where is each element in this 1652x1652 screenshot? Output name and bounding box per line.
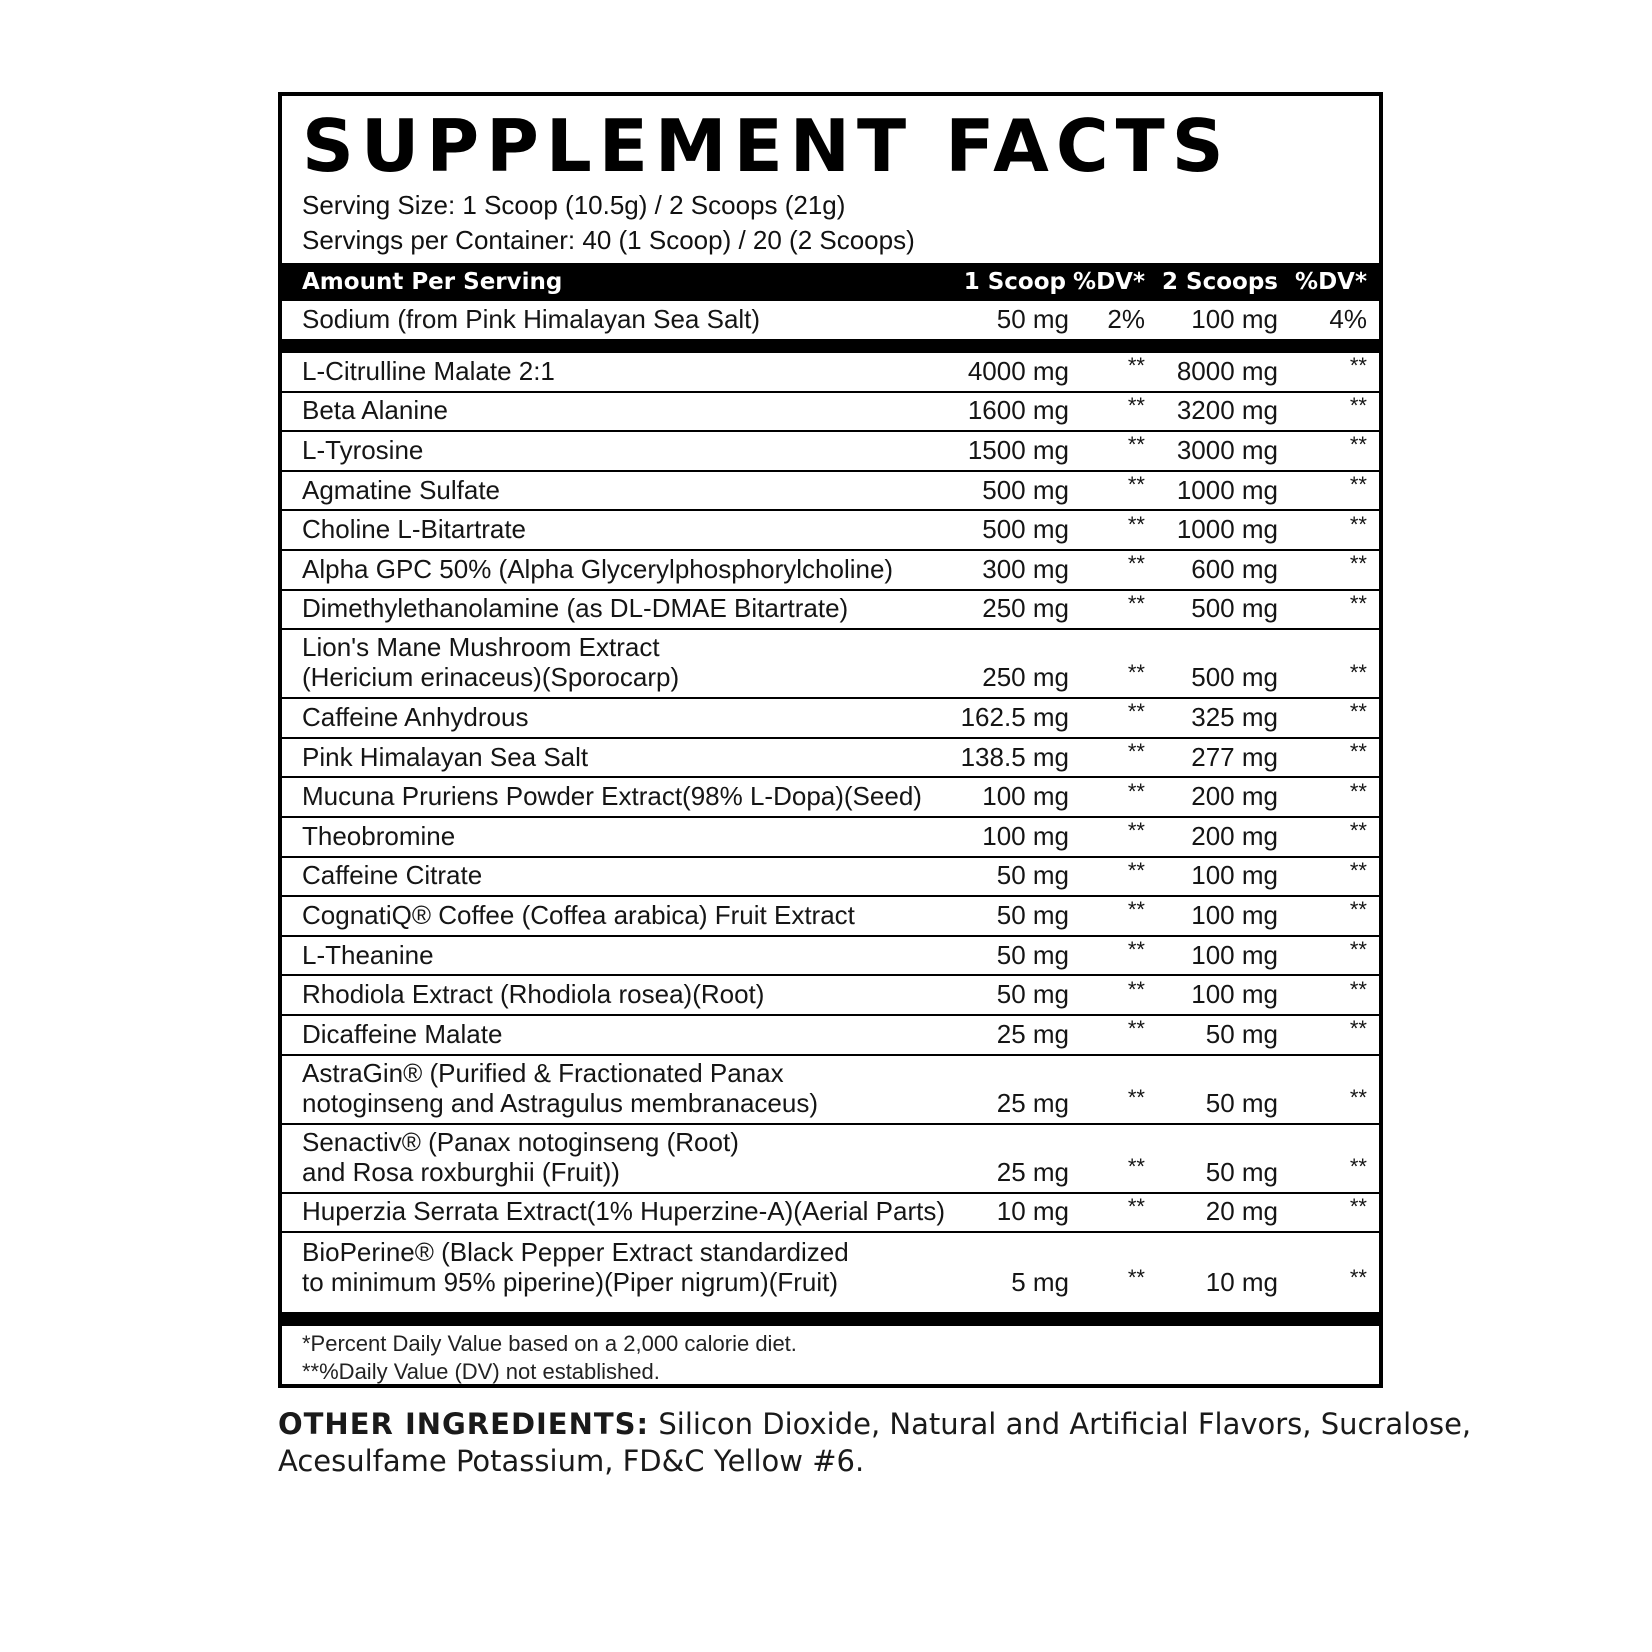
- ingredient-dv-1: **: [1127, 739, 1145, 765]
- thick-divider-top: [282, 339, 1379, 353]
- ingredient-amount-2-scoops: 20 mg: [1205, 1196, 1278, 1227]
- header-dv-1: %DV*: [1073, 269, 1145, 295]
- ingredient-row: [282, 551, 1379, 591]
- ingredient-name: [302, 980, 764, 1010]
- ingredient-row: [282, 353, 1379, 393]
- ingredient-name: [302, 396, 448, 426]
- ingredient-dv-2: **: [1349, 1016, 1367, 1042]
- sodium-name: Sodium (from Pink Himalayan Sea Salt): [302, 304, 761, 335]
- ingredient-dv-2: **: [1349, 472, 1367, 498]
- sodium-dv-2: 4%: [1329, 304, 1367, 335]
- ingredient-name-line1: L-Citrulline Malate 2:1: [302, 355, 555, 386]
- ingredient-dv-1: **: [1127, 818, 1145, 844]
- ingredient-amount-1-scoop: 50 mg: [996, 979, 1069, 1010]
- ingredient-row: [282, 1056, 1379, 1125]
- panel-title: SUPPLEMENT FACTS: [302, 104, 1231, 188]
- ingredient-name: [302, 1128, 739, 1188]
- ingredient-row: [282, 739, 1379, 779]
- ingredient-dv-2: **: [1349, 818, 1367, 844]
- ingredient-dv-1: **: [1127, 353, 1145, 379]
- ingredient-dv-1: **: [1127, 937, 1145, 963]
- ingredient-amount-2-scoops: 277 mg: [1191, 741, 1278, 772]
- ingredient-name-line1: L-Theanine: [302, 939, 434, 970]
- ingredient-dv-1: **: [1127, 472, 1145, 498]
- ingredient-amount-1-scoop: 25 mg: [996, 1087, 1069, 1118]
- sodium-row: [282, 301, 1379, 339]
- ingredient-dv-2: **: [1349, 857, 1367, 883]
- ingredient-amount-2-scoops: 50 mg: [1205, 1087, 1278, 1118]
- ingredient-name: [302, 703, 528, 733]
- ingredient-amount-1-scoop: 250 mg: [982, 593, 1069, 624]
- ingredient-amount-2-scoops: 3200 mg: [1176, 395, 1278, 426]
- table-header-bar: [282, 263, 1379, 301]
- ingredient-row: [282, 630, 1379, 699]
- ingredient-amount-1-scoop: 500 mg: [982, 514, 1069, 545]
- header-1-scoop: 1 Scoop: [963, 269, 1066, 295]
- ingredient-dv-1: **: [1127, 511, 1145, 537]
- ingredient-amount-2-scoops: 100 mg: [1191, 979, 1278, 1010]
- ingredient-name-line2: and Rosa roxburghii (Fruit)): [302, 1156, 620, 1187]
- supplement-facts-panel: [278, 92, 1383, 1388]
- ingredient-dv-2: **: [1349, 590, 1367, 616]
- ingredient-name: [302, 633, 679, 693]
- ingredient-amount-2-scoops: 50 mg: [1205, 1156, 1278, 1187]
- ingredient-name-line2: notoginseng and Astragulus membranaceus): [302, 1087, 818, 1118]
- ingredient-name: [302, 782, 922, 812]
- ingredient-dv-2: **: [1349, 1264, 1367, 1290]
- ingredient-dv-2: **: [1349, 739, 1367, 765]
- ingredient-amount-1-scoop: 4000 mg: [967, 355, 1069, 386]
- ingredient-name: [302, 901, 855, 931]
- ingredient-name-line1: CognatiQ® Coffee (Coffea arabica) Fruit Extract: [302, 899, 855, 930]
- ingredient-row: [282, 1016, 1379, 1056]
- thick-divider-bottom: [282, 1312, 1379, 1326]
- ingredient-name-line1: L-Tyrosine: [302, 434, 424, 465]
- ingredient-dv-2: **: [1349, 778, 1367, 804]
- header-dv-2: %DV*: [1295, 269, 1367, 295]
- ingredient-dv-2: **: [1349, 699, 1367, 725]
- ingredient-amount-1-scoop: 10 mg: [996, 1196, 1069, 1227]
- ingredient-name-line1: Pink Himalayan Sea Salt: [302, 741, 589, 772]
- ingredient-name-line1: Caffeine Citrate: [302, 860, 483, 891]
- ingredient-amount-2-scoops: 500 mg: [1191, 593, 1278, 624]
- ingredient-dv-1: **: [1127, 778, 1145, 804]
- ingredient-row: [282, 1233, 1379, 1302]
- ingredient-name: [302, 476, 500, 506]
- ingredient-amount-1-scoop: 100 mg: [982, 820, 1069, 851]
- ingredient-amount-2-scoops: 100 mg: [1191, 860, 1278, 891]
- other-ingredients: [278, 1406, 1472, 1480]
- ingredient-name-line1: Theobromine: [302, 820, 456, 851]
- ingredient-amount-1-scoop: 50 mg: [996, 860, 1069, 891]
- ingredient-row: [282, 511, 1379, 551]
- footnote-dv-not-established: **%Daily Value (DV) not established.: [302, 1359, 660, 1384]
- ingredient-dv-2: **: [1349, 976, 1367, 1002]
- ingredient-dv-1: **: [1127, 976, 1145, 1002]
- ingredient-name: [302, 594, 848, 624]
- ingredient-name: [302, 357, 555, 387]
- ingredient-row: [282, 699, 1379, 739]
- other-ingredients-label: OTHER INGREDIENTS:: [278, 1407, 650, 1441]
- ingredient-row: [282, 1194, 1379, 1234]
- ingredient-name-line1: Rhodiola Extract (Rhodiola rosea)(Root): [302, 979, 765, 1010]
- ingredient-amount-2-scoops: 3000 mg: [1176, 434, 1278, 465]
- ingredient-name-line1: BioPerine® (Black Pepper Extract standardized: [302, 1237, 849, 1268]
- sodium-amount-2: 100 mg: [1191, 304, 1278, 335]
- ingredient-dv-1: **: [1127, 551, 1145, 577]
- ingredient-name-line1: Lion's Mane Mushroom Extract: [302, 632, 660, 663]
- ingredient-row: [282, 591, 1379, 631]
- ingredient-name-line1: Senactiv® (Panax notoginseng (Root): [302, 1126, 739, 1157]
- ingredient-name-line1: Dicaffeine Malate: [302, 1018, 503, 1049]
- ingredient-row: [282, 393, 1379, 433]
- ingredient-name: [302, 861, 482, 891]
- ingredient-dv-2: **: [1349, 511, 1367, 537]
- ingredient-dv-2: **: [1349, 1154, 1367, 1180]
- ingredient-amount-2-scoops: 1000 mg: [1176, 514, 1278, 545]
- ingredient-amount-1-scoop: 50 mg: [996, 939, 1069, 970]
- ingredient-dv-2: **: [1349, 432, 1367, 458]
- ingredient-row: [282, 818, 1379, 858]
- sodium-amount-1: 50 mg: [996, 304, 1069, 335]
- ingredient-row: [282, 937, 1379, 977]
- ingredient-row: [282, 897, 1379, 937]
- ingredient-dv-1: **: [1127, 1154, 1145, 1180]
- ingredient-name-line1: Alpha GPC 50% (Alpha Glycerylphosphorylcholine): [302, 553, 894, 584]
- ingredient-dv-2: **: [1349, 937, 1367, 963]
- ingredient-name-line1: Dimethylethanolamine (as DL-DMAE Bitartrate): [302, 593, 849, 624]
- ingredient-name-line1: Mucuna Pruriens Powder Extract(98% L-Dopa)(Seed): [302, 781, 922, 812]
- ingredient-amount-1-scoop: 1600 mg: [967, 395, 1069, 426]
- ingredient-amount-2-scoops: 200 mg: [1191, 820, 1278, 851]
- ingredient-name: [302, 1238, 849, 1298]
- ingredient-dv-2: **: [1349, 353, 1367, 379]
- ingredient-name-line1: Caffeine Anhydrous: [302, 701, 529, 732]
- ingredient-dv-2: **: [1349, 659, 1367, 685]
- ingredient-amount-1-scoop: 25 mg: [996, 1018, 1069, 1049]
- ingredient-row: [282, 1125, 1379, 1194]
- ingredient-dv-1: **: [1127, 699, 1145, 725]
- serving-size: Serving Size: 1 Scoop (10.5g) / 2 Scoops (21g): [302, 190, 846, 220]
- ingredient-name-line1: AstraGin® (Purified & Fractionated Panax: [302, 1057, 784, 1088]
- ingredient-row: [282, 858, 1379, 898]
- ingredient-name: [302, 1197, 945, 1227]
- ingredient-amount-1-scoop: 1500 mg: [967, 434, 1069, 465]
- ingredient-dv-1: **: [1127, 432, 1145, 458]
- ingredient-dv-1: **: [1127, 392, 1145, 418]
- ingredient-amount-1-scoop: 5 mg: [1011, 1267, 1069, 1298]
- ingredient-amount-1-scoop: 162.5 mg: [960, 701, 1069, 732]
- ingredient-dv-2: **: [1349, 1193, 1367, 1219]
- ingredient-dv-1: **: [1127, 1016, 1145, 1042]
- ingredient-amount-1-scoop: 100 mg: [982, 781, 1069, 812]
- header-amount-per-serving: Amount Per Serving: [302, 269, 563, 295]
- ingredient-name: [302, 436, 423, 466]
- sodium-dv-1: 2%: [1107, 304, 1145, 335]
- ingredient-amount-1-scoop: 300 mg: [982, 553, 1069, 584]
- ingredient-row: [282, 778, 1379, 818]
- ingredient-name: [302, 743, 588, 773]
- ingredient-name-line1: Agmatine Sulfate: [302, 474, 501, 505]
- ingredient-amount-2-scoops: 8000 mg: [1176, 355, 1278, 386]
- ingredient-row: [282, 976, 1379, 1016]
- ingredient-amount-2-scoops: 325 mg: [1191, 701, 1278, 732]
- ingredient-name: [302, 822, 455, 852]
- footnote-dv: *Percent Daily Value based on a 2,000 calorie diet.: [302, 1331, 797, 1356]
- ingredient-name: [302, 1059, 818, 1119]
- ingredient-amount-2-scoops: 50 mg: [1205, 1018, 1278, 1049]
- ingredient-dv-1: **: [1127, 897, 1145, 923]
- ingredient-amount-2-scoops: 600 mg: [1191, 553, 1278, 584]
- ingredient-amount-1-scoop: 250 mg: [982, 662, 1069, 693]
- ingredient-name: [302, 941, 434, 971]
- ingredient-amount-1-scoop: 138.5 mg: [960, 741, 1069, 772]
- ingredient-amount-2-scoops: 100 mg: [1191, 939, 1278, 970]
- ingredient-dv-1: **: [1127, 1193, 1145, 1219]
- other-ingredients-text-line2: Acesulfame Potassium, FD&C Yellow #6.: [278, 1444, 865, 1478]
- ingredient-amount-1-scoop: 500 mg: [982, 474, 1069, 505]
- other-ingredients-text: Silicon Dioxide, Natural and Artificial Flavors, Sucralose,: [658, 1407, 1472, 1441]
- ingredient-amount-2-scoops: 1000 mg: [1176, 474, 1278, 505]
- ingredient-row: [282, 472, 1379, 512]
- ingredient-dv-2: **: [1349, 1085, 1367, 1111]
- ingredient-name-line1: Huperzia Serrata Extract(1% Huperzine-A)(Aerial Parts): [302, 1196, 945, 1227]
- ingredient-dv-2: **: [1349, 551, 1367, 577]
- ingredient-dv-2: **: [1349, 897, 1367, 923]
- ingredient-name-line2: (Hericium erinaceus)(Sporocarp): [302, 662, 680, 693]
- ingredient-amount-2-scoops: 10 mg: [1205, 1267, 1278, 1298]
- ingredient-name: [302, 515, 526, 545]
- ingredient-name: [302, 1020, 502, 1050]
- ingredient-amount-2-scoops: 200 mg: [1191, 781, 1278, 812]
- servings-per-container: Servings per Container: 40 (1 Scoop) / 20 (2 Scoops): [302, 225, 915, 255]
- ingredient-dv-2: **: [1349, 392, 1367, 418]
- ingredient-dv-1: **: [1127, 857, 1145, 883]
- ingredient-amount-2-scoops: 500 mg: [1191, 662, 1278, 693]
- ingredient-dv-1: **: [1127, 1085, 1145, 1111]
- ingredient-name-line2: to minimum 95% piperine)(Piper nigrum)(Fruit): [302, 1267, 839, 1298]
- ingredient-dv-1: **: [1127, 590, 1145, 616]
- ingredient-amount-1-scoop: 50 mg: [996, 899, 1069, 930]
- ingredient-name-line1: Beta Alanine: [302, 395, 449, 426]
- ingredient-amount-2-scoops: 100 mg: [1191, 899, 1278, 930]
- ingredient-name: [302, 555, 893, 585]
- ingredient-dv-1: **: [1127, 1264, 1145, 1290]
- ingredient-amount-1-scoop: 25 mg: [996, 1156, 1069, 1187]
- header-2-scoops: 2 Scoops: [1162, 269, 1278, 295]
- ingredient-name-line1: Choline L-Bitartrate: [302, 514, 526, 545]
- ingredient-dv-1: **: [1127, 659, 1145, 685]
- ingredient-row: [282, 432, 1379, 472]
